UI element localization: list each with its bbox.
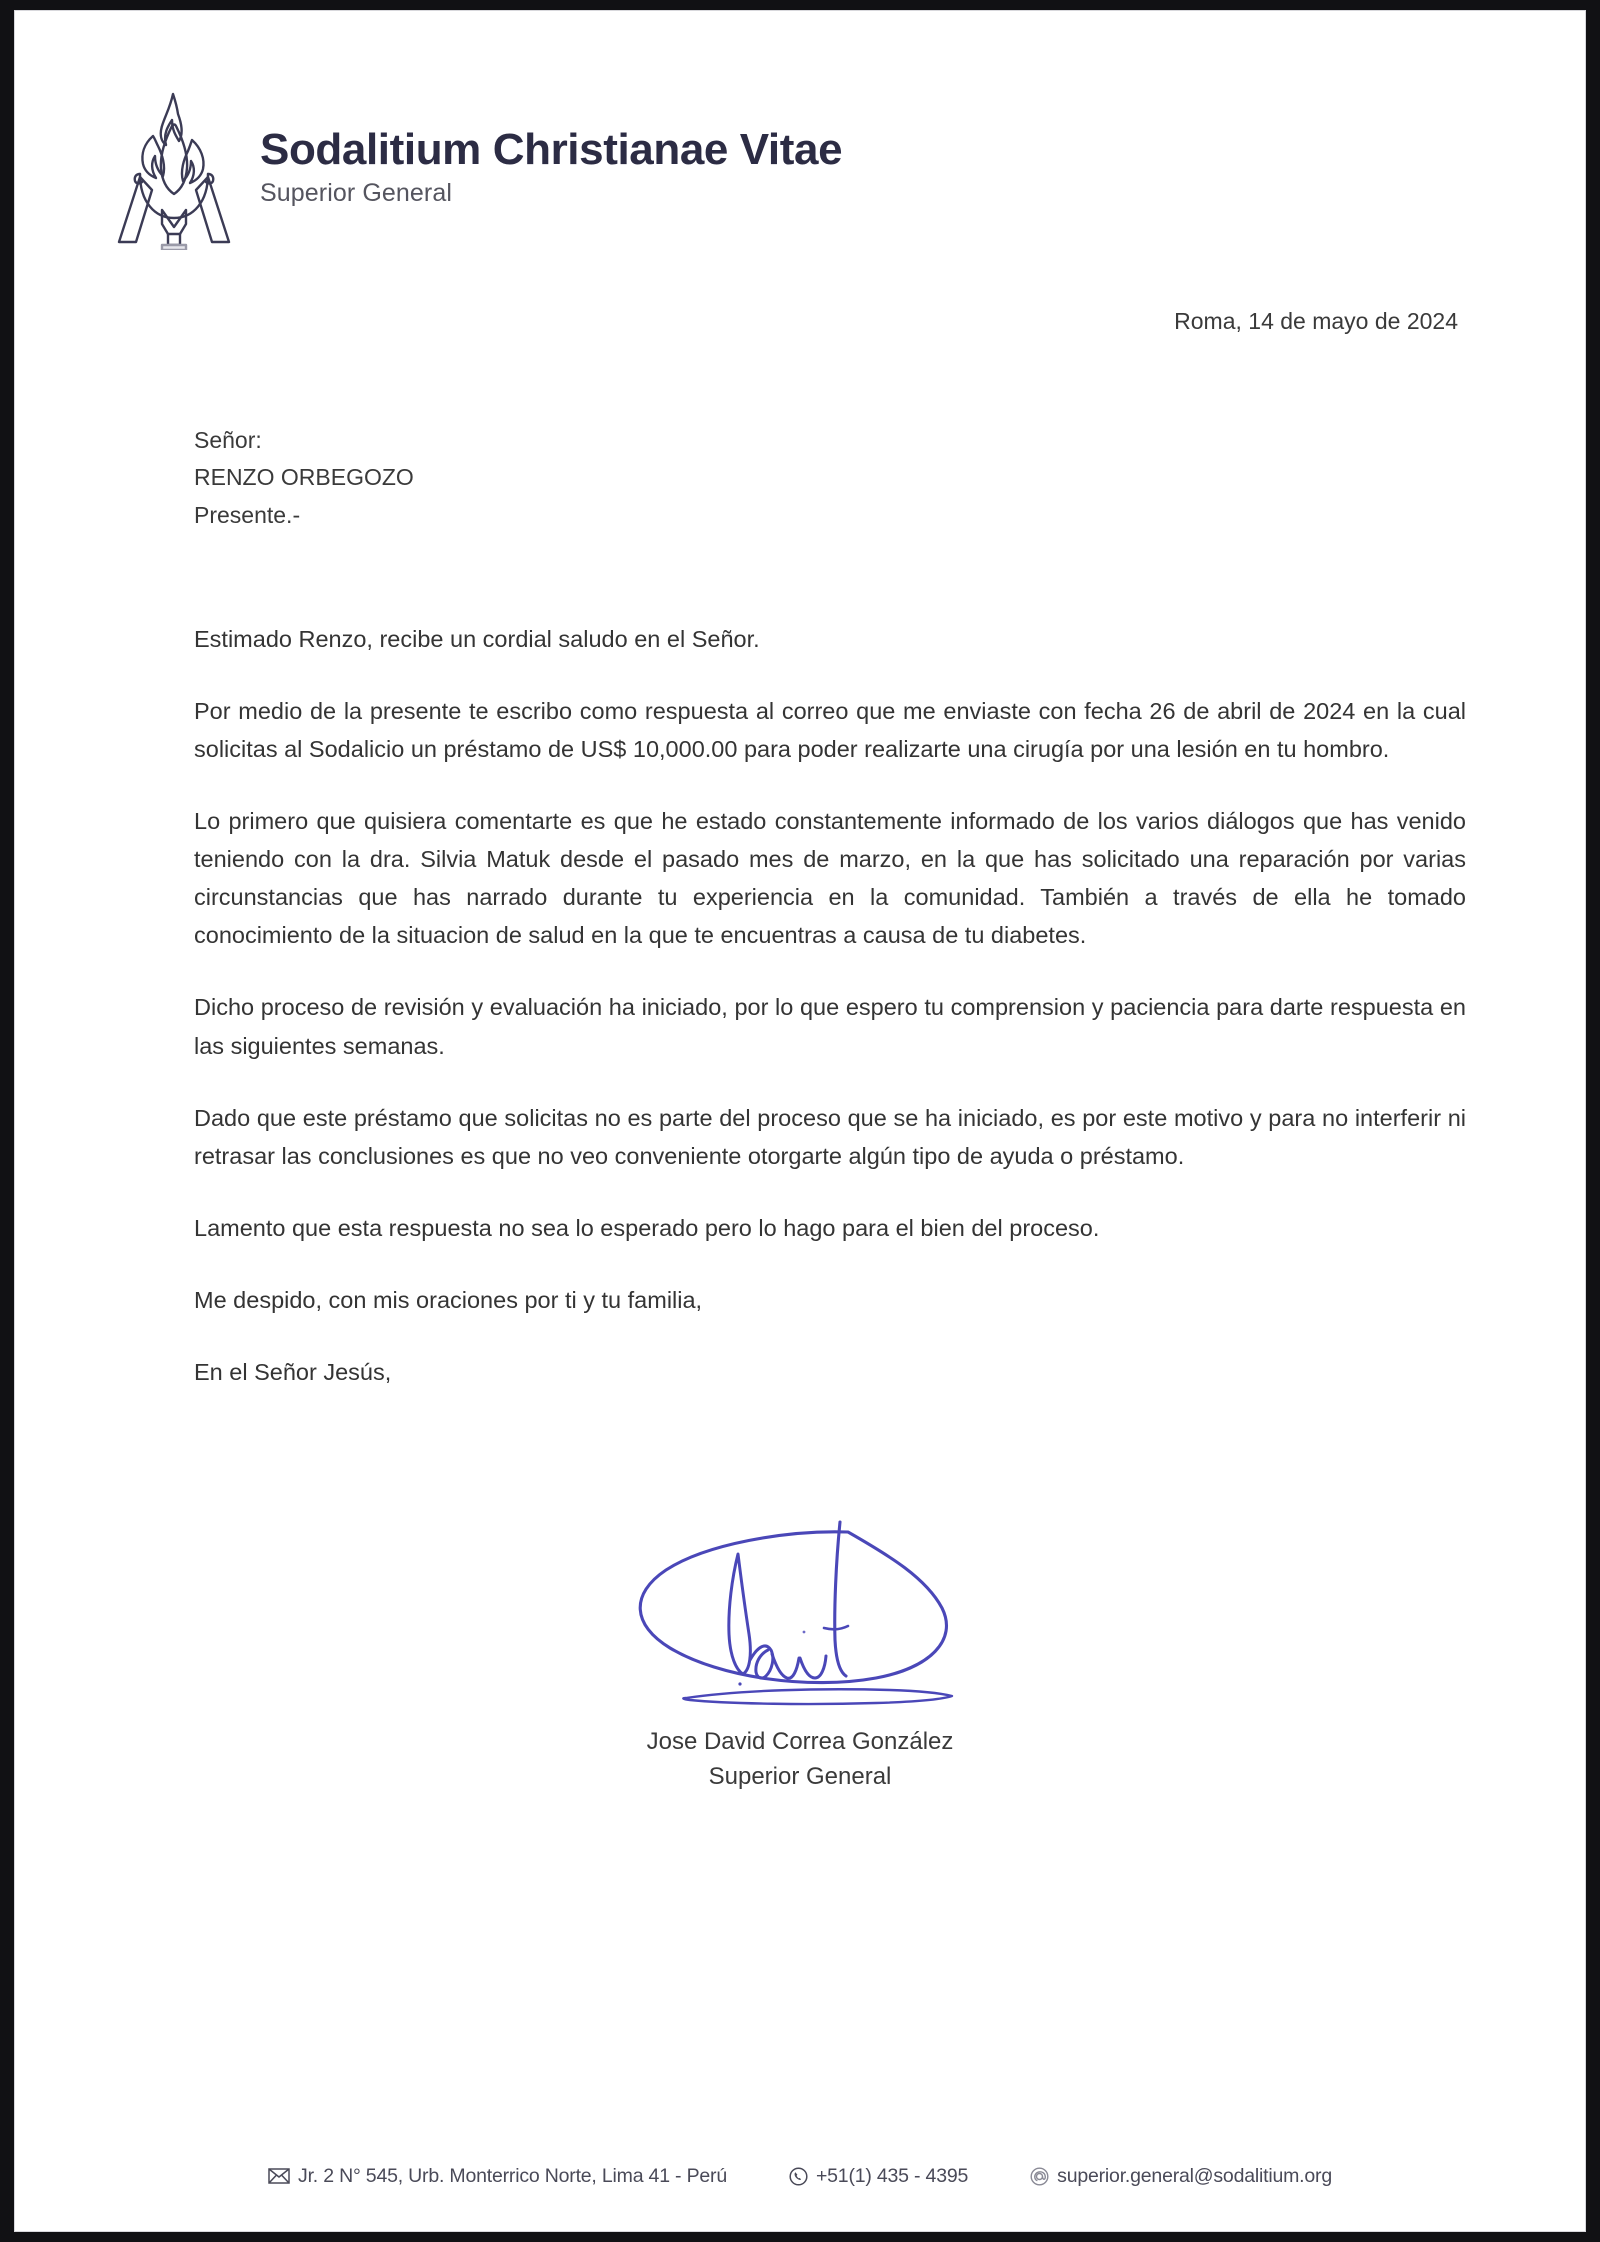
envelope-icon (268, 2168, 290, 2184)
body-paragraph: Lamento que esta respuesta no sea lo esperado pero lo hago para el bien del proceso. (194, 1214, 1100, 1241)
letter-body (194, 620, 1466, 1425)
body-paragraph: Estimado Renzo, recibe un cordial saludo en el Señor. (194, 626, 760, 652)
footer-address (268, 2164, 727, 2187)
footer-phone-text: +51(1) 435 - 4395 (815, 2164, 969, 2187)
body-paragraph: Por medio de la presente te escribo como respuesta al correo que me enviaste con fecha 26 de abril de 2024 en la cual solicitas al Sodalicio un préstamo de US$ 10,000.00 para poder realizarte una cirugía por una lesión en tu hombro. (194, 698, 1466, 763)
signer-name: Jose David Correa González (646, 1728, 954, 1755)
footer-phone (789, 2164, 969, 2187)
body-paragraph: Lo primero que quisiera comentarte es que he estado constantemente informado de los varios diálogos que has venido teniendo con la dra. Silvia Matuk desde el pasado mes de marzo, en la que has solicitado una reparación por varias circunstancias que has narrado durante tu experiencia en la comunidad. También a través de ella he tomado conocimiento de la situacion de salud en la que te encuentras a causa de tu diabetes. (194, 808, 1466, 949)
body-closing-farewell: Me despido, con mis oraciones por ti y tu familia, (194, 1286, 703, 1313)
at-sign-icon (1030, 2167, 1049, 2186)
organization-name: Sodalitium Christianae Vitae (260, 125, 843, 174)
footer-email-text: superior.general@sodalitium.org (1057, 2164, 1332, 2187)
addressee-salutation: Señor: (194, 427, 262, 453)
phone-icon (789, 2167, 808, 2186)
addressee-block (194, 422, 414, 534)
footer-email (1030, 2164, 1332, 2187)
letterhead (110, 82, 842, 250)
addressee-name: RENZO ORBEGOZO (194, 464, 414, 491)
body-closing-valediction: En el Señor Jesús, (194, 1358, 392, 1385)
date-line: Roma, 14 de mayo de 2024 (1174, 308, 1458, 334)
letterhead-subtitle: Superior General (260, 179, 452, 207)
signature-block (14, 1508, 1586, 1795)
body-paragraph: Dicho proceso de revisión y evaluación ha iniciado, por lo que espero tu comprension y paciencia para darte respuesta en las siguientes semanas. (194, 994, 1466, 1059)
body-paragraph: Dado que este préstamo que solicitas no es parte del proceso que se ha iniciado, es por este motivo y para no interferir ni retrasar las conclusiones es que no veo conveniente otorgarte algún tipo de ayuda o préstamo. (194, 1104, 1466, 1169)
handwritten-signature-icon (590, 1508, 1010, 1723)
flame-over-m-monogram-icon (110, 82, 238, 250)
signer-title: Superior General (708, 1762, 892, 1790)
footer (14, 2164, 1586, 2187)
letter-page (14, 10, 1586, 2232)
footer-address-text: Jr. 2 N° 545, Urb. Monterrico Norte, Lima 41 - Perú (298, 2164, 727, 2187)
addressee-delivery: Presente.- (194, 501, 301, 528)
